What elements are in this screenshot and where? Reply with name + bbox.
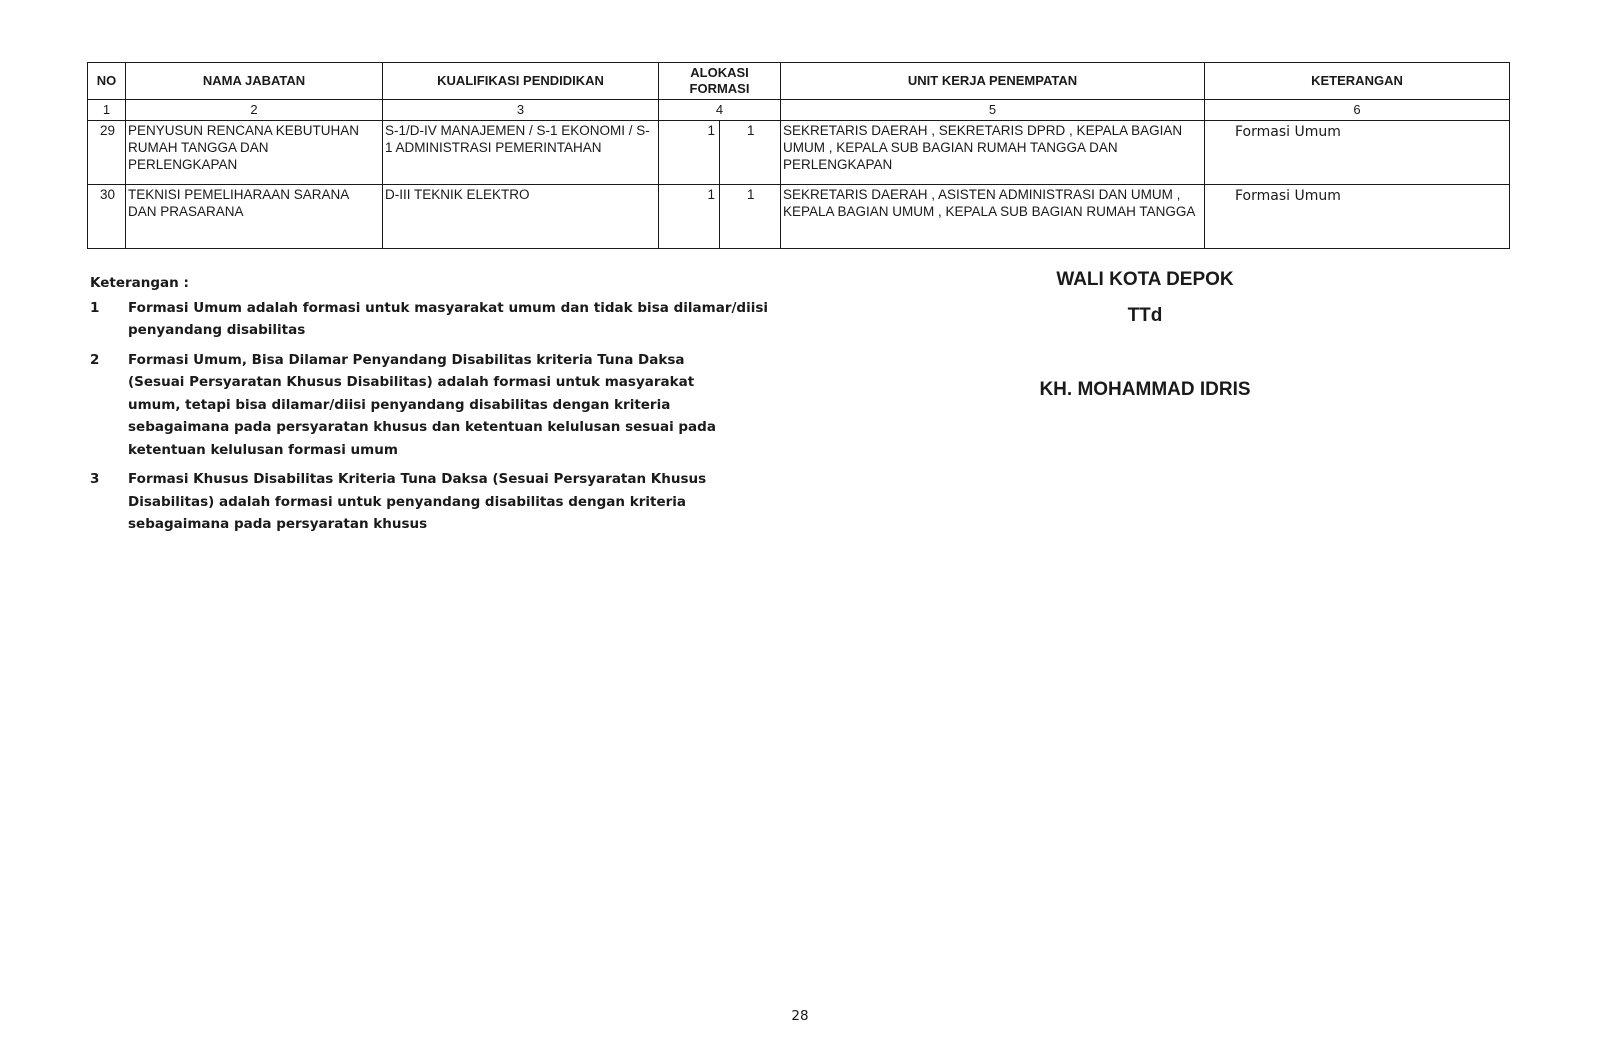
signatory-name: KH. MOHAMMAD IDRIS	[1039, 379, 1251, 400]
note-number: 1	[90, 299, 100, 316]
header-nama-jabatan: NAMA JABATAN	[126, 63, 383, 100]
note-text: Formasi Umum adalah formasi untuk masyarakat umum dan tidak bisa dilamar/diisi penyandang disabilitas	[128, 299, 768, 338]
table-row	[88, 121, 1510, 185]
column-number: 5	[781, 100, 1205, 121]
note-number: 2	[90, 351, 100, 368]
cell-alokasi-b: 1	[720, 185, 781, 249]
cell-nama-jabatan: TEKNISI PEMELIHARAAN SARANA DAN PRASARANA	[126, 185, 383, 249]
header-no: NO	[88, 63, 126, 100]
header-unit-kerja-penempatan: UNIT KERJA PENEMPATAN	[781, 63, 1205, 100]
column-number: 1	[88, 100, 126, 121]
cell-kualifikasi: S-1/D-IV MANAJEMEN / S-1 EKONOMI / S-1 ADMINISTRASI PEMERINTAHAN	[383, 121, 659, 185]
cell-kualifikasi: D-III TEKNIK ELEKTRO	[383, 185, 659, 249]
cell-no: 29	[88, 121, 126, 185]
cell-keterangan: Formasi Umum	[1205, 185, 1510, 249]
signatory-title: WALI KOTA DEPOK	[1056, 269, 1234, 290]
cell-no: 30	[88, 185, 126, 249]
header-alokasi-formasi: ALOKASI FORMASI	[659, 63, 781, 100]
cell-alokasi-a: 1	[659, 121, 720, 185]
cell-alokasi-a: 1	[659, 185, 720, 249]
cell-unit-kerja: SEKRETARIS DAERAH , SEKRETARIS DPRD , KEPALA BAGIAN UMUM , KEPALA SUB BAGIAN RUMAH TANGGA DAN PERLENGKAPAN	[781, 121, 1205, 185]
column-number: 2	[126, 100, 383, 121]
cell-nama-jabatan: PENYUSUN RENCANA KEBUTUHAN RUMAH TANGGA DAN PERLENGKAPAN	[126, 121, 383, 185]
column-number: 4	[659, 100, 781, 121]
note-item	[90, 349, 790, 462]
notes-section	[90, 272, 790, 543]
signature-block	[1000, 268, 1290, 402]
column-number-row	[88, 100, 1510, 121]
signature-mark: TTd	[1127, 305, 1163, 326]
note-number: 3	[90, 471, 100, 487]
column-number: 3	[383, 100, 659, 121]
notes-title: Keterangan :	[90, 275, 189, 291]
cell-unit-kerja: SEKRETARIS DAERAH , ASISTEN ADMINISTRASI DAN UMUM , KEPALA BAGIAN UMUM , KEPALA SUB BAGIAN RUMAH TANGGA	[781, 185, 1205, 249]
table-row	[88, 185, 1510, 249]
formasi-table	[87, 62, 1510, 249]
cell-keterangan: Formasi Umum	[1205, 121, 1510, 185]
header-row	[88, 63, 1510, 100]
note-text: Formasi Khusus Disabilitas Kriteria Tuna Daksa (Sesuai Persyaratan Khusus Disabilitas) adalah formasi untuk penyandang disabilitas dengan kriteria sebagaimana pada persyaratan khusus	[128, 471, 707, 532]
header-kualifikasi-pendidikan: KUALIFIKASI PENDIDIKAN	[383, 63, 659, 100]
page-number: 28	[791, 1008, 809, 1024]
column-number: 6	[1205, 100, 1510, 121]
note-item	[90, 297, 790, 342]
cell-alokasi-b: 1	[720, 121, 781, 185]
note-item	[90, 468, 790, 536]
note-text: Formasi Umum, Bisa Dilamar Penyandang Disabilitas kriteria Tuna Daksa (Sesuai Persyaratan Khusus Disabilitas) adalah formasi untuk masyarakat umum, tetapi bisa dilamar/diisi penyandang disabilitas dengan kriteria sebagaimana pada persyaratan khusus dan ketentuan kelulusan sesuai pada ketentuan kelulusan formasi umum	[128, 351, 716, 458]
header-keterangan: KETERANGAN	[1205, 63, 1510, 100]
